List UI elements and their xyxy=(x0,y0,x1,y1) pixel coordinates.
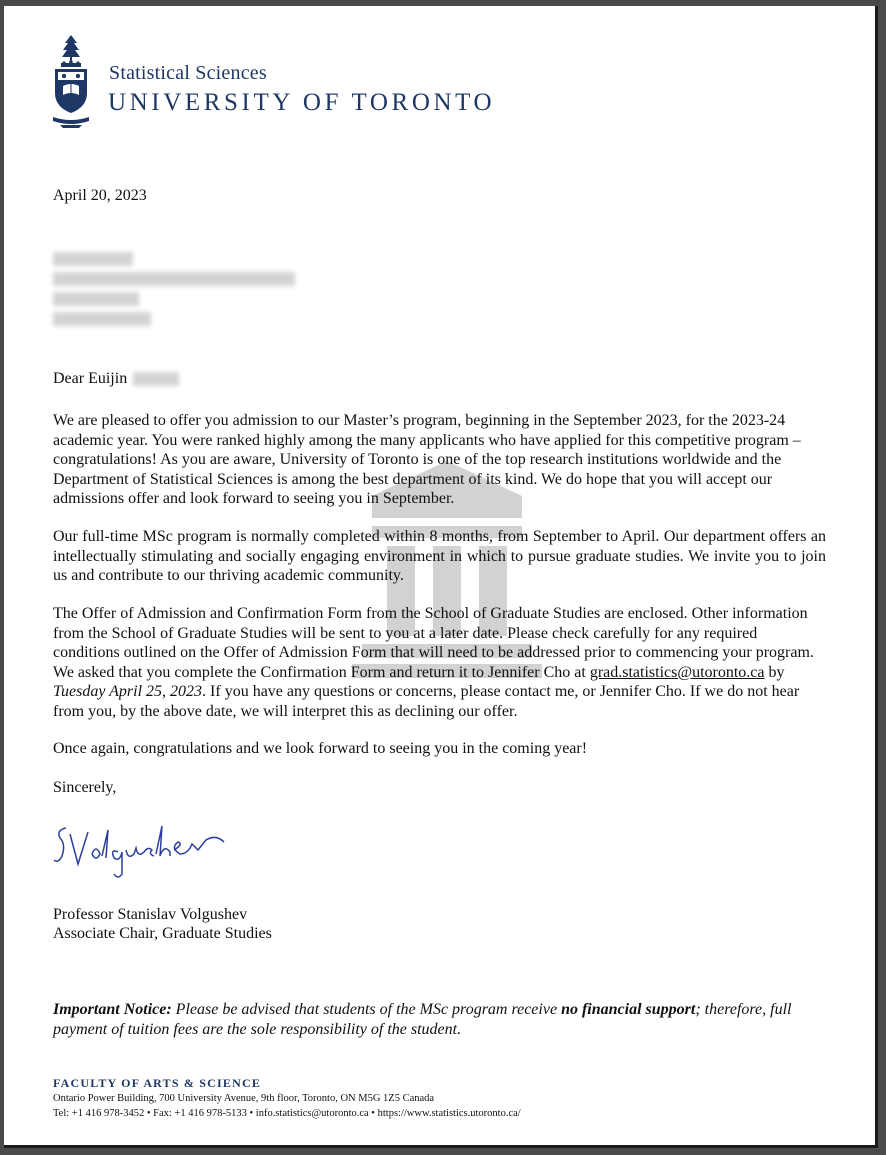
notice-text-1: Please be advised that students of the MSc program receive xyxy=(171,1001,562,1018)
paragraph-confirmation xyxy=(53,604,826,721)
salutation-text: Dear Euijin xyxy=(53,370,128,387)
notice-emphasis: no financial support xyxy=(561,1001,696,1018)
paragraph-program: Our full-time MSc program is normally completed within 8 months, from September to April. Our department offers an intellectually stimulating and socially engaging environment in which to pursue graduate studies. We invite you to join us and contribute to our thriving academic community. xyxy=(53,528,826,584)
closing-sincerely: Sincerely, xyxy=(53,779,117,796)
important-notice xyxy=(53,1000,823,1039)
paragraph-offer: We are pleased to offer you admission to our Master’s program, beginning in the September 2023, for the 2023-24 academic year. You were ranked highly among the many applicants who have applied for this competitive program – congratulations! As you are aware, University of Toronto is one of the top research institutions worldwide and the Department of Statistical Sciences is among the best department of its kind. We do hope that you will accept our admissions offer and look forward to seeing you in September. xyxy=(53,412,801,507)
confirmation-deadline: Tuesday April 25, 2023 xyxy=(53,683,203,700)
grad-email-link[interactable]: grad.statistics@utoronto.ca xyxy=(589,663,765,681)
confirmation-by: by xyxy=(764,663,785,681)
footer-address: Ontario Power Building, 700 University Avenue, 9th floor, Toronto, ON M5G 1Z5 Canada xyxy=(53,1093,435,1104)
department-name: Statistical Sciences xyxy=(109,62,267,84)
notice-label: Important Notice: xyxy=(53,1001,172,1018)
confirmation-text-start: The Offer of Admission and Confirmation Form from the School of Graduate Studies are enclosed. Other information from the School of Graduate Studies will be sent to you at a later date. Please check carefully for any required conditions outlined on the Offer of Admission Form that will need to be addressed prior to commencing your program. We asked that you complete the Confirmation Form and return it to Jennifer Cho at xyxy=(53,605,814,681)
notice-text-2: ; therefore, full payment of tuition fees are the sole responsibility of the student. xyxy=(53,1001,792,1038)
university-crest-logo xyxy=(52,33,90,129)
handwritten-signature xyxy=(52,814,227,884)
redacted-surname xyxy=(133,372,179,386)
university-name: UNIVERSITY OF TORONTO xyxy=(108,89,496,116)
confirmation-text-end: . If you have any questions or concerns, please contact me, or Jennifer Cho. If we do not hear from you, by the above date, we will interpret this as declining our offer. xyxy=(53,683,800,720)
footer-faculty: FACULTY OF ARTS & SCIENCE xyxy=(53,1076,262,1090)
footer-contact: Tel: +1 416 978-3452 • Fax: +1 416 978-5133 • info.statistics@utoronto.ca • https://www.statistics.utoronto.ca/ xyxy=(53,1108,521,1119)
paragraph-closing: Once again, congratulations and we look forward to seeing you in the coming year! xyxy=(53,740,588,757)
signer-title: Associate Chair, Graduate Studies xyxy=(53,925,272,942)
salutation xyxy=(53,370,179,388)
letter-date: April 20, 2023 xyxy=(53,187,147,204)
letter-page xyxy=(4,6,878,1148)
signer-name: Professor Stanislav Volgushev xyxy=(53,906,248,923)
